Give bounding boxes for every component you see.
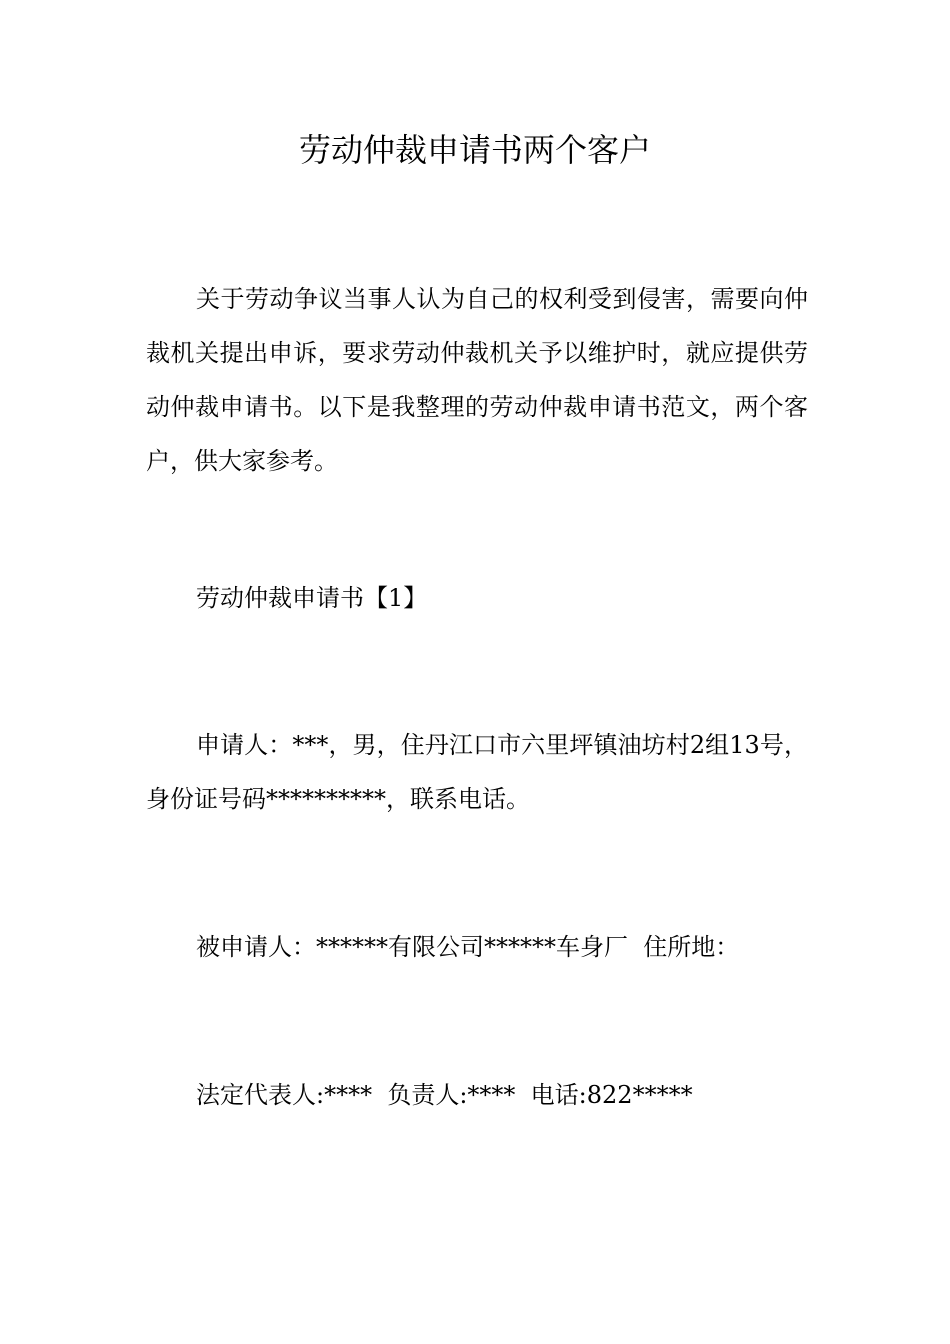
intro-paragraph: 关于劳动争议当事人认为自己的权利受到侵害，需要向仲裁机关提出申诉，要求劳动仲裁机关予以维护时，就应提供劳动仲裁申请书。以下是我整理的劳动仲裁申请书范文，两个客户，供大家参考。 [146, 285, 808, 475]
legal-representative-paragraph: 法定代表人:**** 负责人:**** 电话:822***** [196, 1081, 693, 1109]
applicant-paragraph: 申请人：***，男，住丹江口市六里坪镇油坊村2组13号，身份证号码**********，联系电话。 [146, 731, 808, 813]
respondent-paragraph: 被申请人：******有限公司******车身厂 住所地： [196, 933, 740, 961]
section-heading: 劳动仲裁申请书【1】 [196, 584, 428, 612]
document-title: 劳动仲裁申请书两个客户 [298, 131, 651, 169]
